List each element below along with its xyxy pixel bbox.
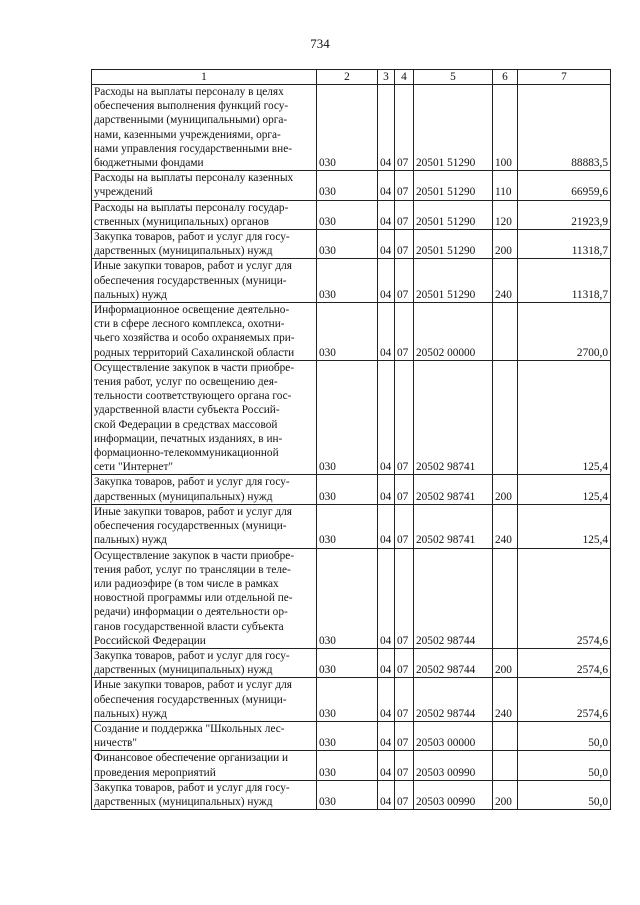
target-article-code: 20501 51290 xyxy=(414,85,493,171)
section-code: 04 xyxy=(378,200,395,229)
grbs-code: 030 xyxy=(317,259,378,303)
subsection-code: 07 xyxy=(395,780,414,809)
amount: 2574,6 xyxy=(518,648,611,677)
table-row xyxy=(92,259,611,303)
expense-name: Закупка товаров, работ и услуг для госу- дарственных (муниципальных) нужд xyxy=(92,230,317,259)
section-code: 04 xyxy=(378,360,395,475)
expense-name: Закупка товаров, работ и услуг для госу- дарственных (муниципальных) нужд xyxy=(92,648,317,677)
expense-name: Иные закупки товаров, работ и услуг для обеспечения государственных (муници- пальных) нужд xyxy=(92,259,317,303)
table-row xyxy=(92,475,611,504)
expense-name: Закупка товаров, работ и услуг для госу- дарственных (муниципальных) нужд xyxy=(92,780,317,809)
subsection-code: 07 xyxy=(395,548,414,648)
section-code: 04 xyxy=(378,259,395,303)
amount: 66959,6 xyxy=(518,171,611,200)
target-article-code: 20501 51290 xyxy=(414,171,493,200)
header-row xyxy=(92,70,611,85)
expense-type-code: 200 xyxy=(493,780,518,809)
table-row xyxy=(92,648,611,677)
amount: 125,4 xyxy=(518,504,611,548)
amount: 125,4 xyxy=(518,475,611,504)
target-article-code: 20502 98744 xyxy=(414,678,493,722)
table-row xyxy=(92,230,611,259)
grbs-code: 030 xyxy=(317,200,378,229)
expense-name: Иные закупки товаров, работ и услуг для обеспечения государственных (муници- пальных) нужд xyxy=(92,504,317,548)
target-article-code: 20501 51290 xyxy=(414,259,493,303)
section-code: 04 xyxy=(378,721,395,750)
expense-type-code xyxy=(493,303,518,361)
section-code: 04 xyxy=(378,548,395,648)
section-code: 04 xyxy=(378,475,395,504)
expense-name: Расходы на выплаты персоналу казенных учреждений xyxy=(92,171,317,200)
table-row xyxy=(92,85,611,171)
expense-type-code: 240 xyxy=(493,504,518,548)
expense-type-code xyxy=(493,751,518,780)
expense-type-code: 200 xyxy=(493,475,518,504)
amount: 125,4 xyxy=(518,360,611,475)
target-article-code: 20503 00990 xyxy=(414,780,493,809)
amount: 2574,6 xyxy=(518,678,611,722)
expense-name: Создание и поддержка "Школьных лес- ничеств" xyxy=(92,721,317,750)
amount: 21923,9 xyxy=(518,200,611,229)
subsection-code: 07 xyxy=(395,85,414,171)
target-article-code: 20501 51290 xyxy=(414,200,493,229)
amount: 2574,6 xyxy=(518,548,611,648)
grbs-code: 030 xyxy=(317,648,378,677)
expense-name: Иные закупки товаров, работ и услуг для обеспечения государственных (муници- пальных) нужд xyxy=(92,678,317,722)
target-article-code: 20502 00000 xyxy=(414,303,493,361)
expense-name: Осуществление закупок в части приобре- тения работ, услуг по трансляции в теле- или радиоэфире (в том числе в рамках новостной программы или отдельной пе- редачи) информации о деятельности ор- ганов государственной власти субъекта Российской Федерации xyxy=(92,548,317,648)
expense-name: Финансовое обеспечение организации и проведения мероприятий xyxy=(92,751,317,780)
grbs-code: 030 xyxy=(317,504,378,548)
grbs-code: 030 xyxy=(317,303,378,361)
section-code: 04 xyxy=(378,85,395,171)
table-row xyxy=(92,780,611,809)
amount: 11318,7 xyxy=(518,259,611,303)
subsection-code: 07 xyxy=(395,475,414,504)
table-row xyxy=(92,721,611,750)
section-code: 04 xyxy=(378,648,395,677)
column-header: 5 xyxy=(414,70,493,85)
subsection-code: 07 xyxy=(395,751,414,780)
amount: 88883,5 xyxy=(518,85,611,171)
target-article-code: 20501 51290 xyxy=(414,230,493,259)
subsection-code: 07 xyxy=(395,360,414,475)
section-code: 04 xyxy=(378,751,395,780)
table-row xyxy=(92,504,611,548)
expense-type-code xyxy=(493,548,518,648)
page-number: 734 xyxy=(310,36,330,51)
subsection-code: 07 xyxy=(395,230,414,259)
budget-table xyxy=(91,69,611,810)
grbs-code: 030 xyxy=(317,721,378,750)
section-code: 04 xyxy=(378,504,395,548)
table-row xyxy=(92,303,611,361)
target-article-code: 20502 98741 xyxy=(414,504,493,548)
grbs-code: 030 xyxy=(317,475,378,504)
table-row xyxy=(92,751,611,780)
subsection-code: 07 xyxy=(395,504,414,548)
table-row xyxy=(92,678,611,722)
section-code: 04 xyxy=(378,780,395,809)
subsection-code: 07 xyxy=(395,303,414,361)
section-code: 04 xyxy=(378,678,395,722)
section-code: 04 xyxy=(378,230,395,259)
section-code: 04 xyxy=(378,171,395,200)
target-article-code: 20502 98744 xyxy=(414,548,493,648)
amount: 11318,7 xyxy=(518,230,611,259)
subsection-code: 07 xyxy=(395,259,414,303)
expense-type-code: 100 xyxy=(493,85,518,171)
target-article-code: 20502 98741 xyxy=(414,475,493,504)
section-code: 04 xyxy=(378,303,395,361)
subsection-code: 07 xyxy=(395,200,414,229)
expense-name: Информационное освещение деятельно- сти в сфере лесного комплекса, охотни- чьего хозяйства и особо охраняемых при- родных территорий Сахалинской области xyxy=(92,303,317,361)
expense-name: Расходы на выплаты персоналу в целях обеспечения выполнения функций госу- дарственными (муниципальными) орга- нами, казенными учреждениями, орга- нами управления государственными вне- бюджетными фондами xyxy=(92,85,317,171)
grbs-code: 030 xyxy=(317,751,378,780)
expense-type-code xyxy=(493,360,518,475)
expense-name: Расходы на выплаты персоналу государ- ственных (муниципальных) органов xyxy=(92,200,317,229)
amount: 2700,0 xyxy=(518,303,611,361)
amount: 50,0 xyxy=(518,721,611,750)
expense-type-code: 200 xyxy=(493,230,518,259)
amount: 50,0 xyxy=(518,780,611,809)
subsection-code: 07 xyxy=(395,648,414,677)
subsection-code: 07 xyxy=(395,678,414,722)
table-row xyxy=(92,360,611,475)
expense-type-code: 240 xyxy=(493,678,518,722)
table-row xyxy=(92,200,611,229)
grbs-code: 030 xyxy=(317,780,378,809)
subsection-code: 07 xyxy=(395,721,414,750)
column-header: 1 xyxy=(92,70,317,85)
expense-name: Закупка товаров, работ и услуг для госу- дарственных (муниципальных) нужд xyxy=(92,475,317,504)
expense-type-code: 120 xyxy=(493,200,518,229)
column-header: 6 xyxy=(493,70,518,85)
expense-type-code: 110 xyxy=(493,171,518,200)
column-header: 7 xyxy=(518,70,611,85)
table-row xyxy=(92,171,611,200)
grbs-code: 030 xyxy=(317,230,378,259)
grbs-code: 030 xyxy=(317,171,378,200)
expense-type-code xyxy=(493,721,518,750)
table-row xyxy=(92,548,611,648)
target-article-code: 20502 98741 xyxy=(414,360,493,475)
column-header: 4 xyxy=(395,70,414,85)
column-header: 2 xyxy=(317,70,378,85)
expense-type-code: 240 xyxy=(493,259,518,303)
expense-type-code: 200 xyxy=(493,648,518,677)
column-header: 3 xyxy=(378,70,395,85)
target-article-code: 20503 00000 xyxy=(414,721,493,750)
amount: 50,0 xyxy=(518,751,611,780)
target-article-code: 20502 98744 xyxy=(414,648,493,677)
target-article-code: 20503 00990 xyxy=(414,751,493,780)
grbs-code: 030 xyxy=(317,548,378,648)
grbs-code: 030 xyxy=(317,360,378,475)
expense-name: Осуществление закупок в части приобре- тения работ, услуг по освещению дея- тельности соответствующего органа гос- ударственной власти субъекта Россий- ской Федерации в средствах массовой информации, печатных изданиях, в ин- формационно-телекоммуникационной сети "Интернет" xyxy=(92,360,317,475)
grbs-code: 030 xyxy=(317,85,378,171)
subsection-code: 07 xyxy=(395,171,414,200)
grbs-code: 030 xyxy=(317,678,378,722)
